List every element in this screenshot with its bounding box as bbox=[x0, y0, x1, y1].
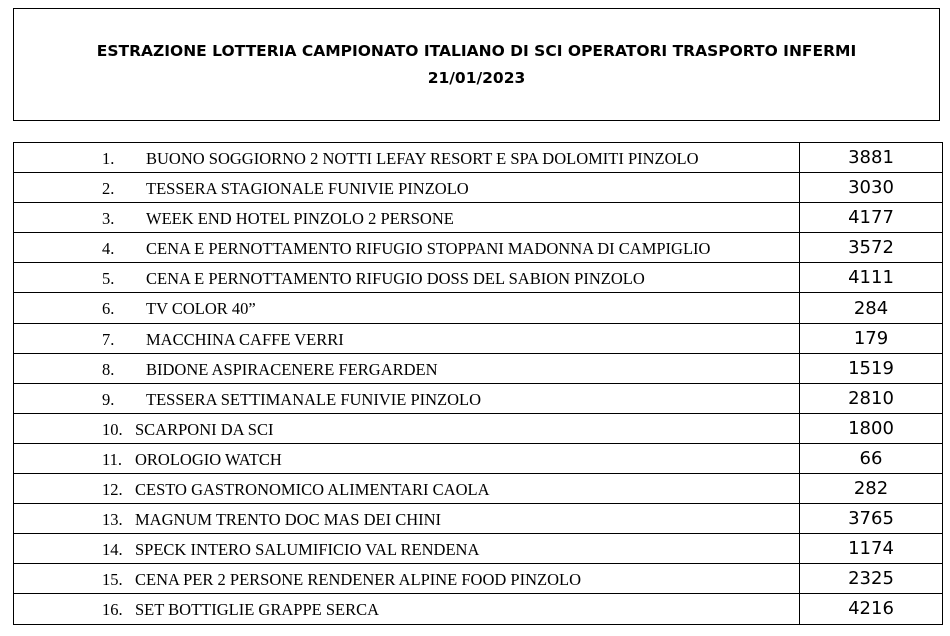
table-row bbox=[14, 474, 943, 504]
prize-index: 9. bbox=[102, 389, 115, 409]
prize-label: OROLOGIO WATCH bbox=[135, 449, 282, 469]
title-box bbox=[13, 8, 940, 121]
table-row bbox=[14, 323, 943, 353]
prize-index: 2. bbox=[102, 179, 115, 199]
prize-cell bbox=[14, 534, 800, 564]
table-row bbox=[14, 413, 943, 443]
ticket-number: 282 bbox=[800, 474, 943, 504]
table-row bbox=[14, 564, 943, 594]
ticket-number: 3765 bbox=[800, 504, 943, 534]
prize-label: CENA PER 2 PERSONE RENDENER ALPINE FOOD PINZOLO bbox=[135, 570, 581, 590]
document-date: 21/01/2023 bbox=[427, 69, 526, 87]
prize-cell bbox=[14, 173, 800, 203]
prize-cell bbox=[14, 564, 800, 594]
prize-cell bbox=[14, 263, 800, 293]
prize-cell bbox=[14, 293, 800, 323]
prize-index: 1. bbox=[102, 149, 115, 168]
table-row bbox=[14, 353, 943, 383]
prize-label: BUONO SOGGIORNO 2 NOTTI LEFAY RESORT E SPA DOLOMITI PINZOLO bbox=[146, 149, 699, 168]
ticket-number: 2810 bbox=[800, 383, 943, 413]
table-row bbox=[14, 504, 943, 534]
prize-table bbox=[13, 142, 943, 625]
prize-index: 6. bbox=[102, 299, 115, 319]
prize-label: MAGNUM TRENTO DOC MAS DEI CHINI bbox=[135, 510, 442, 530]
prize-cell bbox=[14, 474, 800, 504]
table-row bbox=[14, 263, 943, 293]
ticket-number: 3572 bbox=[800, 233, 943, 263]
prize-cell bbox=[14, 323, 800, 353]
ticket-number: 1519 bbox=[800, 353, 943, 383]
prize-index: 14. bbox=[102, 540, 123, 560]
table-row bbox=[14, 534, 943, 564]
document-title: ESTRAZIONE LOTTERIA CAMPIONATO ITALIANO DI SCI OPERATORI TRASPORTO INFERMI bbox=[96, 42, 857, 60]
ticket-number: 3030 bbox=[800, 173, 943, 203]
ticket-number: 3881 bbox=[800, 143, 943, 173]
prize-index: 4. bbox=[102, 239, 115, 259]
prize-index: 13. bbox=[102, 510, 123, 530]
prize-cell bbox=[14, 383, 800, 413]
prize-label: SET BOTTIGLIE GRAPPE SERCA bbox=[135, 600, 380, 620]
prize-index: 10. bbox=[102, 419, 123, 439]
prize-label: TV COLOR 40” bbox=[146, 299, 256, 319]
prize-cell bbox=[14, 353, 800, 383]
table-row bbox=[14, 233, 943, 263]
table-row bbox=[14, 443, 943, 473]
prize-index: 5. bbox=[102, 269, 115, 289]
prize-index: 3. bbox=[102, 209, 115, 229]
prize-label: TESSERA STAGIONALE FUNIVIE PINZOLO bbox=[146, 179, 469, 199]
ticket-number: 4216 bbox=[800, 594, 943, 624]
prize-index: 7. bbox=[102, 329, 115, 349]
prize-cell bbox=[14, 203, 800, 233]
prize-label: CESTO GASTRONOMICO ALIMENTARI CAOLA bbox=[135, 480, 490, 500]
ticket-number: 284 bbox=[800, 293, 943, 323]
prize-label: CENA E PERNOTTAMENTO RIFUGIO STOPPANI MADONNA DI CAMPIGLIO bbox=[146, 239, 711, 259]
prize-label: SCARPONI DA SCI bbox=[135, 419, 274, 439]
ticket-number: 66 bbox=[800, 443, 943, 473]
ticket-number: 1800 bbox=[800, 413, 943, 443]
ticket-number: 2325 bbox=[800, 564, 943, 594]
prize-index: 8. bbox=[102, 359, 115, 379]
prize-label: MACCHINA CAFFE VERRI bbox=[146, 329, 344, 349]
table-row bbox=[14, 143, 943, 173]
prize-cell bbox=[14, 443, 800, 473]
ticket-number: 179 bbox=[800, 323, 943, 353]
table-row bbox=[14, 203, 943, 233]
prize-index: 11. bbox=[102, 449, 123, 469]
ticket-number: 4177 bbox=[800, 203, 943, 233]
table-row bbox=[14, 594, 943, 624]
prize-table-body bbox=[14, 143, 943, 625]
prize-cell bbox=[14, 413, 800, 443]
prize-cell bbox=[14, 504, 800, 534]
ticket-number: 4111 bbox=[800, 263, 943, 293]
table-row bbox=[14, 293, 943, 323]
prize-cell bbox=[14, 233, 800, 263]
prize-index: 16. bbox=[102, 600, 123, 620]
prize-label: CENA E PERNOTTAMENTO RIFUGIO DOSS DEL SABION PINZOLO bbox=[146, 269, 645, 289]
table-row bbox=[14, 173, 943, 203]
prize-cell bbox=[14, 594, 800, 624]
prize-cell bbox=[14, 143, 800, 173]
ticket-number: 1174 bbox=[800, 534, 943, 564]
prize-index: 15. bbox=[102, 570, 123, 590]
prize-label: WEEK END HOTEL PINZOLO 2 PERSONE bbox=[146, 209, 454, 229]
prize-label: SPECK INTERO SALUMIFICIO VAL RENDENA bbox=[135, 540, 480, 560]
table-row bbox=[14, 383, 943, 413]
prize-label: BIDONE ASPIRACENERE FERGARDEN bbox=[146, 359, 438, 379]
prize-index: 12. bbox=[102, 480, 123, 500]
prize-label: TESSERA SETTIMANALE FUNIVIE PINZOLO bbox=[146, 389, 482, 409]
